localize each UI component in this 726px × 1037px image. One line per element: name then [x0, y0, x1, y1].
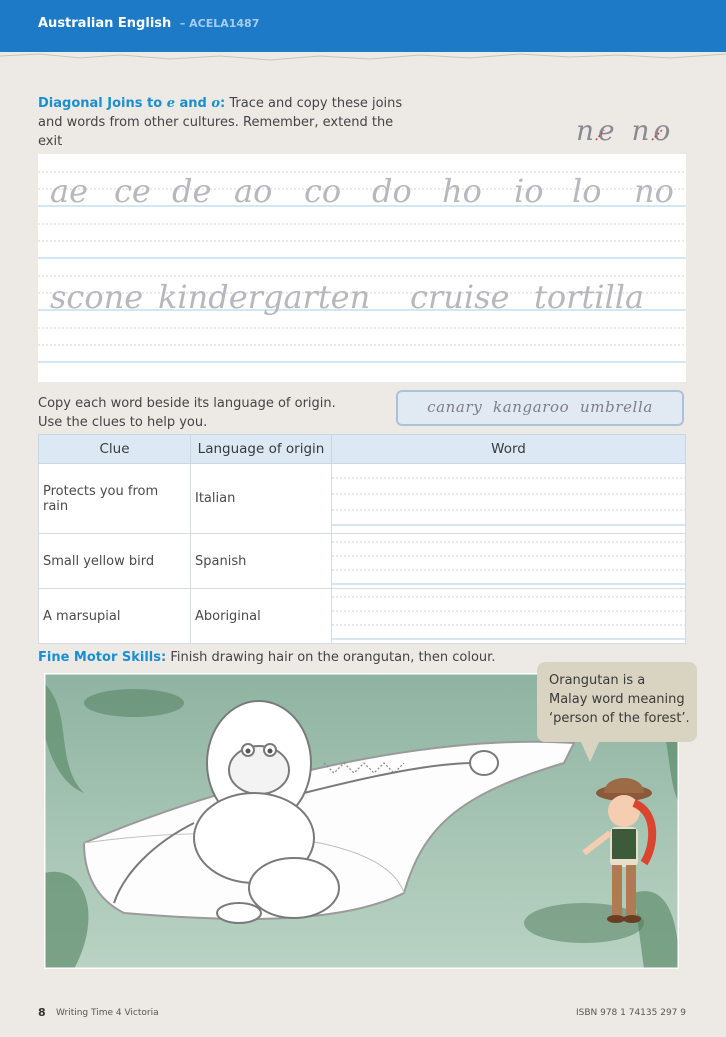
- book-title: Writing Time 4 Victoria: [56, 1008, 159, 1018]
- writing-lines: [332, 534, 685, 588]
- example-joins-text: ne no: [576, 114, 675, 147]
- table-row: [39, 534, 686, 589]
- fine-motor-label: Fine Motor Skills:: [38, 650, 167, 665]
- trace-join: co: [304, 172, 342, 210]
- isbn: ISBN 978 1 74135 297 9: [575, 1008, 686, 1018]
- trace-word: cruise: [410, 278, 510, 316]
- fine-motor-instruction: [38, 650, 495, 665]
- table-row: [39, 464, 686, 534]
- clue-cell: Protects you from rain: [39, 464, 191, 534]
- trace-join: ce: [114, 172, 151, 210]
- word-writing-cell[interactable]: [332, 589, 686, 644]
- speech-bubble-text: Orangutan is a Malay word meaning ‘person of the forest’.: [549, 673, 690, 726]
- language-cell: Aboriginal: [191, 589, 332, 644]
- table-row: [39, 589, 686, 644]
- copy-instructions: Copy each word beside its language of origin. Use the clues to help you.: [38, 396, 336, 430]
- word-writing-cell[interactable]: [332, 464, 686, 534]
- column-header-word: Word: [332, 435, 686, 464]
- header-title: [38, 16, 259, 31]
- word-bank-box: [396, 390, 684, 426]
- word-writing-cell[interactable]: [332, 534, 686, 589]
- column-header-clue: Clue: [39, 435, 191, 464]
- language-origin-table: [38, 434, 686, 644]
- trace-join: io: [514, 172, 544, 210]
- header-title-text: Australian English: [38, 16, 172, 31]
- tracing-instructions: Diagonal Joins to e and o: Trace and copy these joins and words from other cultures. Remember, extend the exit: [38, 96, 403, 149]
- clue-cell: Small yellow bird: [39, 534, 191, 589]
- example-joins: [576, 114, 688, 154]
- speech-bubble: [537, 662, 697, 742]
- trace-join: ae: [50, 172, 89, 210]
- trace-word: kindergarten: [158, 278, 371, 316]
- fine-motor-text: Finish drawing hair on the orangutan, then colour.: [166, 650, 496, 665]
- trace-join: ao: [234, 172, 273, 210]
- trace-join: no: [634, 172, 674, 210]
- trace-join: lo: [572, 172, 602, 210]
- instructions-heading: Diagonal Joins to e and o:: [38, 96, 226, 111]
- writing-lines: [332, 464, 685, 533]
- join-arrow-markers: [576, 114, 688, 154]
- language-cell: Italian: [191, 464, 332, 534]
- tracing-panel: [38, 154, 686, 382]
- header-curriculum-code: – ACELA1487: [179, 17, 260, 30]
- column-header-language: Language of origin: [191, 435, 332, 464]
- page-number: 8: [38, 1006, 46, 1019]
- trace-join: de: [172, 172, 212, 210]
- writing-lines: [332, 589, 685, 643]
- language-cell: Spanish: [191, 534, 332, 589]
- trace-word: scone: [50, 278, 144, 316]
- clue-cell: A marsupial: [39, 589, 191, 644]
- trace-word: tortilla: [534, 278, 645, 316]
- speech-bubble-tail: [580, 740, 604, 764]
- trace-join: do: [372, 172, 412, 210]
- word-bank-words: canary kangaroo umbrella: [427, 398, 653, 416]
- torn-paper-edge: [0, 44, 726, 70]
- trace-join: ho: [442, 172, 482, 210]
- table-header-row: [39, 435, 686, 464]
